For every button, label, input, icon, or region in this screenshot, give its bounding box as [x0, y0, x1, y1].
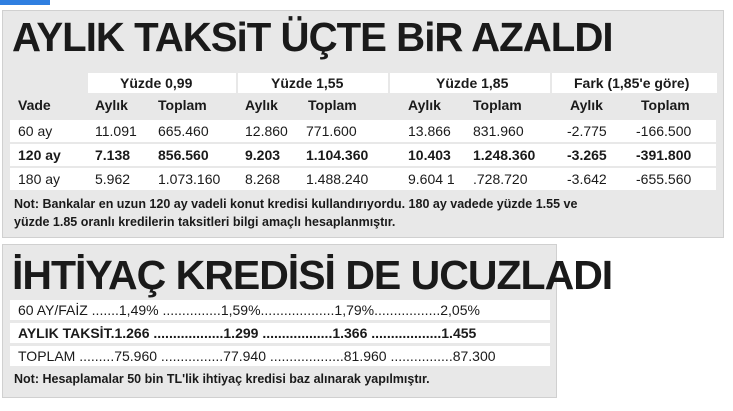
cell-value: 665.460 [158, 123, 209, 139]
col-header-aylik: Aylık [408, 97, 441, 113]
cell-value: 856.560 [158, 147, 209, 163]
note-konut-line2: yüzde 1.85 oranlı kredilerin taksitleri bilgi amaçlı hesaplanmıştır. [14, 215, 396, 229]
ihtiyac-row-faiz: 60 AY/FAİZ .......1,49% ...............1,59%...................1,79%.................2,05% [10, 300, 550, 320]
col-header-toplam: Toplam [641, 97, 690, 113]
col-header-aylik: Aylık [570, 97, 603, 113]
cell-value: -3.265 [567, 147, 607, 163]
cell-value: .728.720 [473, 171, 528, 187]
top-accent-bar [0, 0, 50, 5]
group-label-0-99: Yüzde 0,99 [120, 75, 193, 91]
cell-value: 1.073.160 [158, 171, 221, 187]
cell-value: 771.600 [306, 123, 357, 139]
note-ihtiyac: Not: Hesaplamalar 50 bin TL'lik ihtiyaç kredisi baz alınarak yapılmıştır. [14, 372, 430, 386]
cell-value: 11.091 [95, 123, 137, 139]
cell-value: 8.268 [245, 171, 281, 187]
cell-value: 1.104.360 [306, 147, 369, 163]
headline-aylik-taksit: AYLIK TAKSiT ÜÇTE BiR AZALDI [12, 14, 613, 60]
note-konut-line1: Not: Bankalar en uzun 120 ay vadeli konut kredisi kullandırıyordu. 180 ay vadede yüzde 1.55 ve [14, 197, 578, 211]
group-label-fark: Fark (1,85'e göre) [574, 75, 690, 91]
col-header-toplam: Toplam [473, 97, 522, 113]
cell-value: 1.248.360 [473, 147, 536, 163]
ihtiyac-row-toplam: TOPLAM .........75.960 ................77.940 ...................81.960 ................87.300 [10, 346, 550, 366]
col-header-toplam: Toplam [308, 97, 357, 113]
cell-value: 1.488.240 [306, 171, 369, 187]
cell-value: -166.500 [636, 123, 692, 139]
cell-value: 10.403 [408, 147, 451, 163]
row-vade: 120 ay [18, 147, 61, 163]
col-header-aylik: Aylık [95, 97, 128, 113]
col-header-aylik: Aylık [245, 97, 278, 113]
cell-value: -3.642 [567, 171, 607, 187]
cell-value: -655.560 [636, 171, 692, 187]
cell-value: 13.866 [408, 123, 451, 139]
cell-value: -391.800 [636, 147, 692, 163]
headline-ihtiyac: İHTİYAÇ KREDİSİ DE UCUZLADI [12, 252, 613, 298]
row-vade: 60 ay [18, 123, 53, 139]
group-label-1-55: Yüzde 1,55 [271, 75, 344, 91]
cell-value: 5.962 [95, 171, 131, 187]
cell-value: 9.203 [245, 147, 281, 163]
cell-value: -2.775 [567, 123, 607, 139]
row-vade: 180 ay [18, 171, 61, 187]
cell-value: 9.604 1 [408, 171, 455, 187]
col-header-toplam: Toplam [158, 97, 207, 113]
ihtiyac-row-taksit: AYLIK TAKSİT.1.266 ..................1.299 ..................1.366 ..................1.455 [10, 323, 550, 343]
cell-value: 12.860 [245, 123, 288, 139]
cell-value: 831.960 [473, 123, 524, 139]
cell-value: 7.138 [95, 147, 131, 163]
col-header-vade: Vade [18, 97, 51, 113]
group-label-1-85: Yüzde 1,85 [436, 75, 509, 91]
